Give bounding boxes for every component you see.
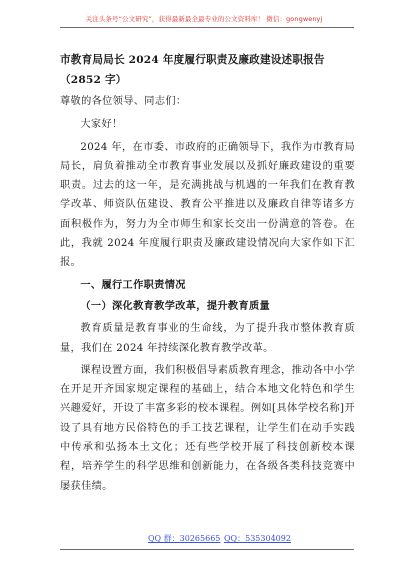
document-title: 市教育局局长 2024 年度履行职责及廉政建设述职报告 <box>60 54 325 66</box>
footer-divider <box>60 549 354 550</box>
greeting: 大家好！ <box>80 119 123 131</box>
qq-group-link[interactable]: QQ 群：30265665 <box>148 534 221 543</box>
qq-contact-link[interactable]: QQ：535304092 <box>224 534 291 543</box>
document-body <box>60 50 355 496</box>
footer <box>60 533 354 547</box>
word-count: （2852 字） <box>60 74 127 86</box>
paragraph-quality: 教育质量是教育事业的生命线，为了提升我市整体教育质量，我们在 2024 年持续深化教育教学改革。 <box>60 323 355 354</box>
header-divider <box>60 27 354 28</box>
subsection-heading-1: （一）深化教育教学改革，提升教育质量 <box>80 300 271 312</box>
paragraph-curriculum: 课程设置方面，我们积极倡导素质教育理念，推动各中小学在开足开齐国家规定课程的基础上，结合本地文化特色和学生兴趣爱好，开设了丰富多彩的校本课程。例如[具体学校名称]开设了具有地方民俗特色的手工技艺课程，让学生们在动手实践中传承和弘扬本土文化；还有些学校开展了科技创新校本课程，培养学生的科学思维和创新能力，在各级各类科技竞赛中屡获佳绩。 <box>60 364 355 492</box>
paragraph-intro: 2024 年，在市委、市政府的正确领导下，我作为市教育局局长，肩负着推动全市教育事业发展以及抓好廉政建设的重要职责。过去的这一年，是充满挑战与机遇的一年我们在教育教学改革、师资队伍建设、教育公平推进以及廉政自律等诸多方面积极作为，努力为全市师生和家长交出一份满意的答卷。在此，我就 2024 年度履行职责及廉政建设情况向大家作如下汇报。 <box>60 141 355 269</box>
header-note: 关注头条号“公文研究”，获得最新最全最专业的公文资料库！ 微信：gongwenyj <box>85 15 323 23</box>
section-heading-1: 一、履行工作职责情况 <box>80 278 186 291</box>
salutation: 尊敬的各位领导、同志们： <box>60 96 187 107</box>
